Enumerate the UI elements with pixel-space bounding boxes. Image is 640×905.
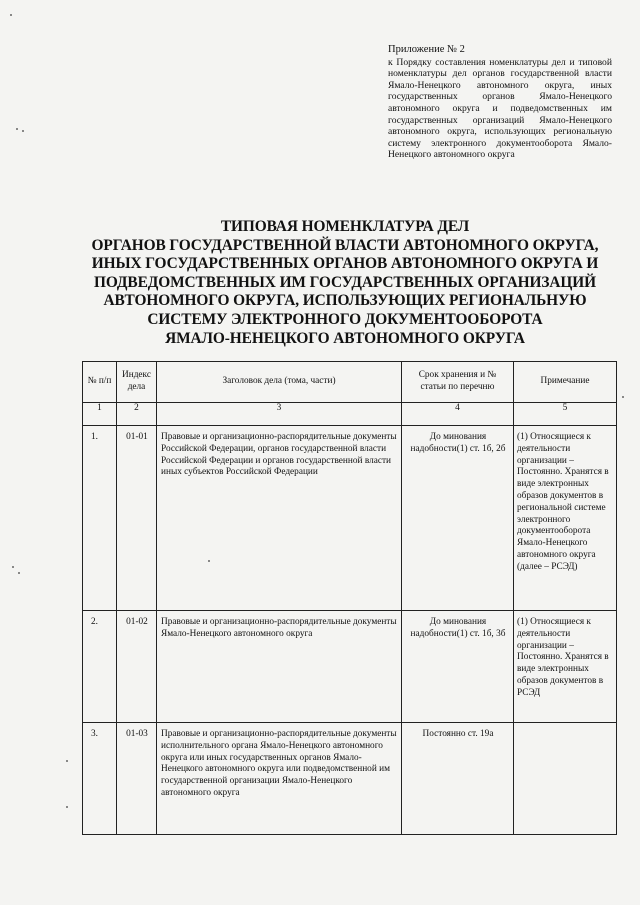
column-number: 4 xyxy=(402,403,514,426)
row-retention: Постоянно ст. 19а xyxy=(422,729,494,739)
column-number: 1 xyxy=(83,403,117,426)
row-retention: До минования надобности(1) ст. 1б, 2б xyxy=(410,432,506,454)
table-row xyxy=(83,611,617,723)
header-no: № п/п xyxy=(83,362,117,403)
header-heading: Заголовок дела (тома, части) xyxy=(157,362,402,403)
row-heading: Правовые и организационно-распорядительные документы Ямало-Ненецкого автономного округа xyxy=(161,617,397,639)
row-number: 1. xyxy=(91,432,98,442)
row-number: 3. xyxy=(91,729,98,739)
title-line: ЯМАЛО-НЕНЕЦКОГО АВТОНОМНОГО ОКРУГА xyxy=(165,329,525,347)
header-index: Индекс дела xyxy=(117,362,157,403)
row-index: 01-03 xyxy=(126,729,148,739)
table-header-row xyxy=(83,362,617,403)
header-retention: Срок хранения и № статьи по перечню xyxy=(402,362,514,403)
column-number: 3 xyxy=(157,403,402,426)
row-note: (1) Относящиеся к деятельности организации – Постоянно. Хранятся в виде электронных образов документов в РСЭД xyxy=(517,617,609,698)
row-note: (1) Относящиеся к деятельности организации – Постоянно. Хранятся в виде электронных образов документов в региональной системе электронного документооборота Ямало-Ненецкого автономного округа (далее – РСЭД) xyxy=(517,432,609,572)
table-row xyxy=(83,426,617,611)
row-number: 2. xyxy=(91,617,98,627)
row-index: 01-02 xyxy=(126,617,148,627)
title-line: ОРГАНОВ ГОСУДАРСТВЕННОЙ ВЛАСТИ АВТОНОМНОГО ОКРУГА, xyxy=(91,236,599,254)
title-line: ИНЫХ ГОСУДАРСТВЕННЫХ ОРГАНОВ АВТОНОМНОГО ОКРУГА И xyxy=(91,255,599,273)
title-line: ПОДВЕДОМСТВЕННЫХ ИМ ГОСУДАРСТВЕННЫХ ОРГАНИЗАЦИЙ xyxy=(93,273,597,291)
header-note: Примечание xyxy=(514,362,617,403)
title-line: СИСТЕМУ ЭЛЕКТРОННОГО ДОКУМЕНТООБОРОТА xyxy=(147,310,543,328)
row-heading: Правовые и организационно-распорядительные документы Российской Федерации, органов государственной власти Российской Федерации и органов государственной власти иных субъектов Российской Федерации xyxy=(161,432,397,478)
nomenclature-table xyxy=(82,361,617,835)
title-line: ТИПОВАЯ НОМЕНКЛАТУРА ДЕЛ xyxy=(220,218,470,235)
table-row xyxy=(83,723,617,835)
row-retention: До минования надобности(1) ст. 1б, 3б xyxy=(410,617,506,639)
column-number: 2 xyxy=(117,403,157,426)
appendix-text: к Порядку составления номенклатуры дел и типовой номенклатуры дел органов государственной власти Ямало-Ненецкого автономного округа, иных государственных органов Ямало-Ненецкого автономного округа и подведомственных им государственных организаций Ямало-Ненецкого автономного округа, использующих региональную систему электронного документооборота Ямало-Ненецкого автономного округа xyxy=(388,56,612,161)
row-heading: Правовые и организационно-распорядительные документы исполнительного органа Ямало-Ненецкого автономного округа или иных государственных органов Ямало-Ненецкого автономного округа или подведомственной им государственной организации Ямало-Ненецкого автономного округа xyxy=(161,729,397,798)
appendix-block xyxy=(388,44,612,161)
row-index: 01-01 xyxy=(126,432,148,442)
column-numbering-row xyxy=(83,403,617,426)
document-title xyxy=(70,218,620,348)
title-line: АВТОНОМНОГО ОКРУГА, ИСПОЛЬЗУЮЩИХ РЕГИОНАЛЬНУЮ xyxy=(103,292,587,310)
row-note xyxy=(514,723,616,729)
column-number: 5 xyxy=(514,403,617,426)
appendix-title: Приложение № 2 xyxy=(388,44,465,55)
